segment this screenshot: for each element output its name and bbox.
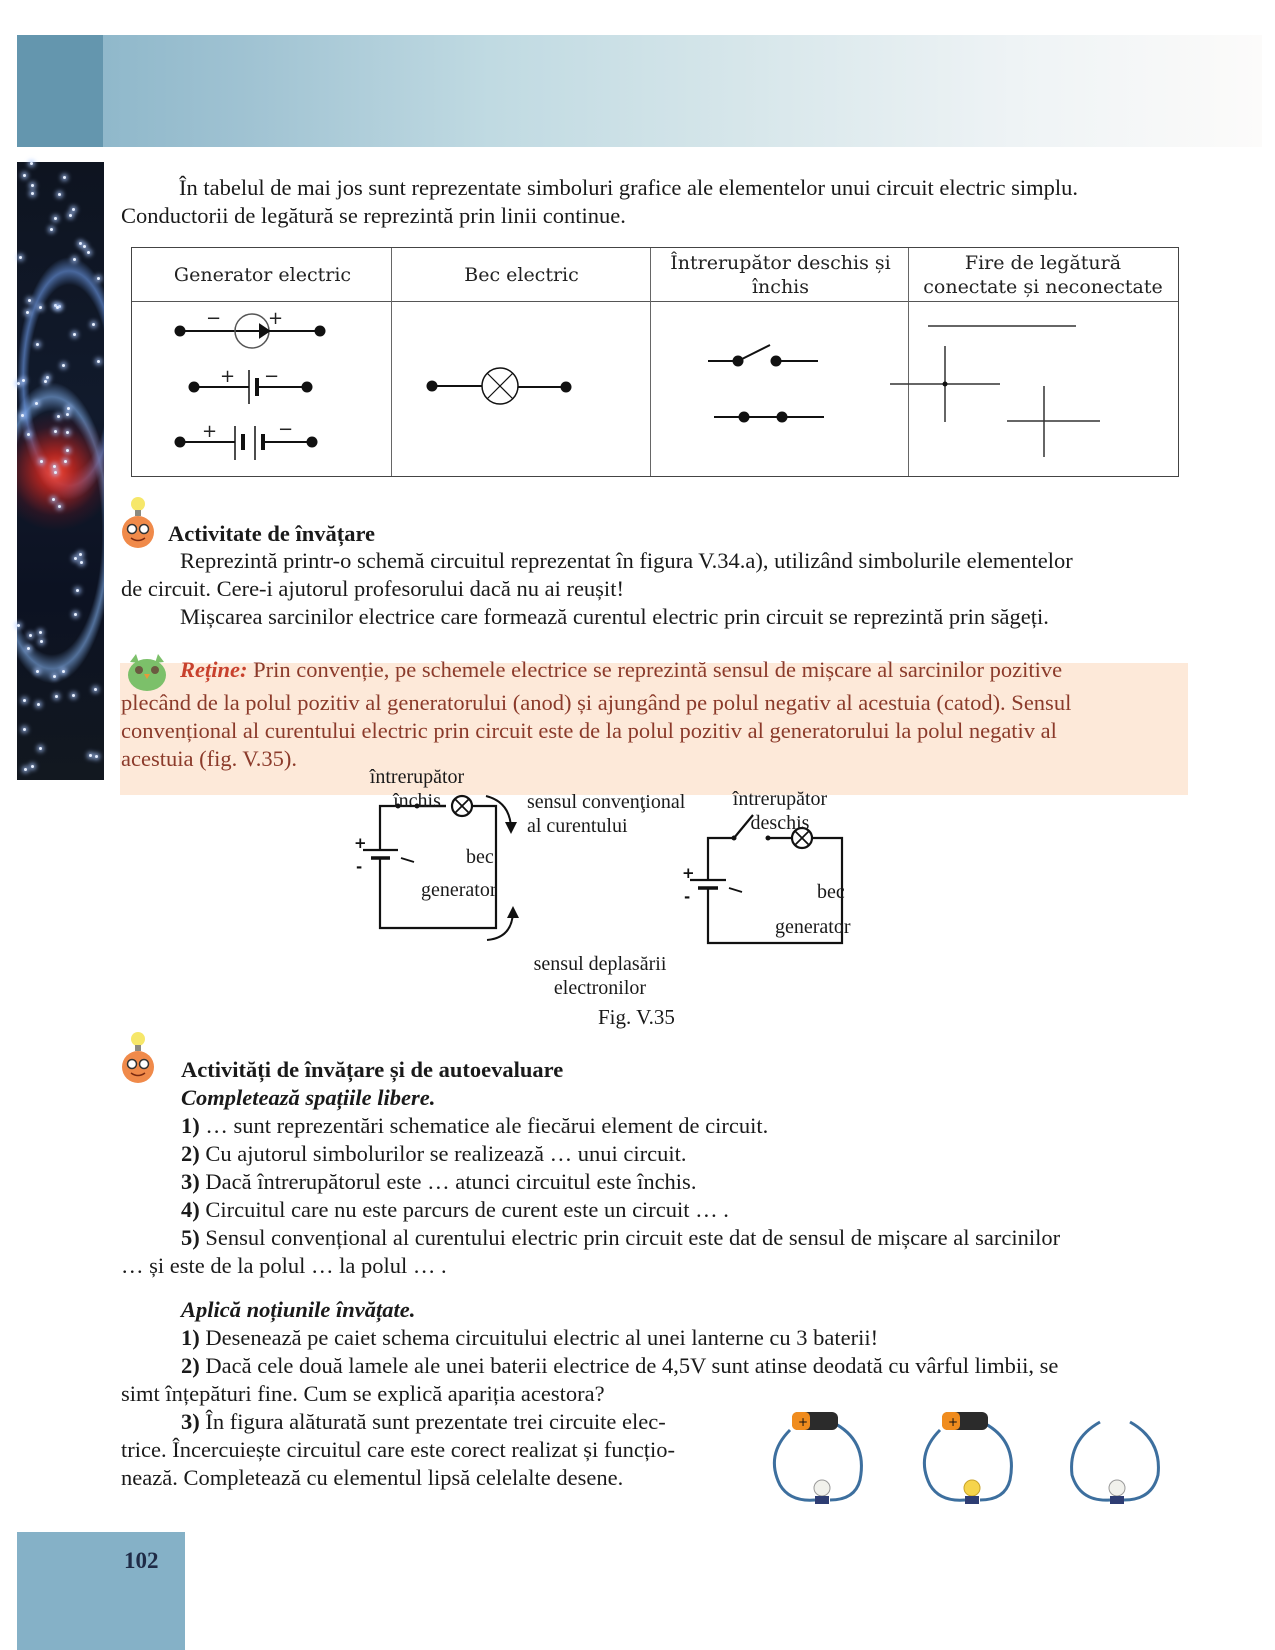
apply-item-3-line-2: trice. Încercuiește circuitul care este corect realizat și funcțio- <box>121 1437 676 1462</box>
table-header-switch: Întrerupător deschis și închis <box>670 251 891 298</box>
star-sparkle <box>92 323 95 326</box>
star-sparkle <box>37 703 40 706</box>
star-sparkle <box>95 755 98 758</box>
star-sparkle <box>89 754 92 757</box>
star-sparkle <box>26 311 29 314</box>
intro-line-2: Conductorii de legătură se reprezintă prin linii continue. <box>121 203 626 228</box>
star-sparkle <box>64 460 67 463</box>
star-sparkle <box>58 505 61 508</box>
star-sparkle <box>54 471 57 474</box>
circuit-illustration-3 <box>1072 1422 1159 1504</box>
svg-text:+: + <box>948 1415 959 1429</box>
star-sparkle <box>94 688 97 691</box>
star-sparkle <box>23 699 26 702</box>
star-sparkle <box>72 694 75 697</box>
circuit-illustration-1 <box>774 1412 861 1504</box>
fill-item-2: 2) Cu ajutorul simbolurilor se realizează … unui circuit. <box>181 1141 687 1166</box>
star-sparkle <box>97 277 100 280</box>
retine-label: Reține: <box>180 657 248 682</box>
header-tab <box>17 35 103 147</box>
star-sparkle <box>24 768 27 771</box>
star-sparkle <box>53 675 56 678</box>
battery1-minus-sign: − <box>264 366 280 387</box>
open-switch-symbol <box>708 345 818 361</box>
battery1-plus-sign: + <box>220 366 236 387</box>
star-sparkle <box>39 306 42 309</box>
bulb-symbol <box>432 368 566 404</box>
star-sparkle <box>17 624 20 627</box>
header-band <box>17 35 1262 147</box>
left-switch-label: întrerupător închis <box>369 766 465 812</box>
star-sparkle <box>58 193 61 196</box>
star-sparkle <box>30 162 33 165</box>
generator-minus-sign: − <box>206 308 222 329</box>
fill-item-5-continued: … și este de la polul … la polul … . <box>121 1253 447 1278</box>
star-sparkle <box>97 360 100 363</box>
star-sparkle <box>79 242 82 245</box>
star-sparkle <box>74 613 77 616</box>
generator-plus-sign: + <box>268 308 284 329</box>
star-sparkle <box>67 407 70 410</box>
star-sparkle <box>31 184 34 187</box>
star-sparkle <box>28 299 31 302</box>
star-sparkle <box>35 402 38 405</box>
star-sparkle <box>54 430 57 433</box>
right-plus-sign: + <box>682 864 695 882</box>
apply-item-1: 1) Desenează pe caiet schema circuitului electric al unei lanterne cu 3 baterii! <box>181 1325 879 1350</box>
fill-item-5: 5) Sensul convențional al curentului electric prin circuit este dat de sensul de mișcare al sarcinilor <box>181 1225 1061 1250</box>
activity1-para2: Mișcarea sarcinilor electrice care formează curentul electric prin circuit se reprezintă prin săgeți. <box>180 604 1049 629</box>
symbols-drawings <box>132 302 1178 476</box>
activity1-para1-line1: Reprezintă printr-o schemă circuitul reprezentat în figura V.34.a), utilizând simbolurile elementelor <box>180 548 1073 573</box>
page-number: 102 <box>124 1548 159 1573</box>
star-sparkle <box>66 413 69 416</box>
apply-item-3-line-3: nează. Completează cu elementul lipsă celelalte desene. <box>121 1465 624 1490</box>
circuit-illustration-2 <box>924 1412 1011 1504</box>
conventional-direction-label: sensul convenţional al curentului <box>527 791 686 837</box>
star-sparkle <box>39 747 42 750</box>
star-sparkle <box>80 561 83 564</box>
star-sparkle <box>44 380 47 383</box>
right-generator-label: generator <box>775 916 851 938</box>
table-header-bulb: Bec electric <box>464 263 579 286</box>
star-sparkle <box>73 333 76 336</box>
star-sparkle <box>21 414 24 417</box>
battery-single-cell-symbol <box>194 370 307 404</box>
left-bulb-label: bec <box>466 846 494 868</box>
left-minus-sign: - <box>356 858 363 876</box>
retine-line-3: convențional al curentului electric prin circuit este de la polul pozitiv al generatorului la polul negativ al <box>121 718 1057 743</box>
star-sparkle <box>39 631 42 634</box>
star-sparkle <box>76 589 79 592</box>
star-sparkle <box>55 695 58 698</box>
star-sparkle <box>27 433 30 436</box>
symbols-table <box>131 247 1179 477</box>
star-sparkle <box>50 228 53 231</box>
table-header-wires: Fire de legătură conectate și neconectate <box>923 251 1163 298</box>
activity2-title: Activități de învățare și de autoevaluare <box>181 1057 564 1082</box>
star-sparkle <box>36 343 39 346</box>
right-minus-sign: - <box>684 888 691 906</box>
electron-direction-label: sensul deplasării electronilor <box>533 953 667 999</box>
star-sparkle <box>31 192 34 195</box>
star-sparkle <box>31 765 34 768</box>
battery2-plus-sign: + <box>202 421 218 442</box>
star-sparkle <box>54 217 57 220</box>
star-sparkle <box>40 640 43 643</box>
apply-item-3: 3) În figura alăturată sunt prezentate trei circuite elec- <box>181 1409 666 1434</box>
star-sparkle <box>66 449 69 452</box>
star-sparkle <box>57 415 60 418</box>
star-sparkle <box>62 670 65 673</box>
star-sparkle <box>73 258 76 261</box>
star-sparkle <box>66 431 69 434</box>
star-sparkle <box>27 647 30 650</box>
battery2-minus-sign: − <box>278 419 294 440</box>
activity1-para1-line2: de circuit. Cere-i ajutorul profesorului dacă nu ai reușit! <box>121 576 624 601</box>
owl-mascot-icon <box>124 650 170 694</box>
fill-in-title: Completează spațiile libere. <box>181 1085 436 1110</box>
apply-item-2: 2) Dacă cele două lamele ale unei baterii electrice de 4,5V sunt atinse deodată cu vârful limbii, se <box>181 1353 1059 1378</box>
star-sparkle <box>79 553 82 556</box>
star-sparkle <box>19 256 22 259</box>
star-sparkle <box>56 306 59 309</box>
page-number-box <box>17 1532 185 1650</box>
retine-line-2: plecând de la polul pozitiv al generatorului (anod) și ajungând pe polul negativ al acestuia (catod). Sensul <box>121 690 1072 715</box>
intro-line-1: În tabelul de mai jos sunt reprezentate simboluri grafice ale elementelor unui circuit electric simplu. <box>179 175 1079 200</box>
left-generator-label: generator <box>421 879 497 901</box>
star-sparkle <box>17 382 20 385</box>
star-sparkle <box>36 670 39 673</box>
star-sparkle <box>23 174 26 177</box>
retine-line-4: acestuia (fig. V.35). <box>121 746 298 771</box>
table-header-generator: Generator electric <box>173 263 352 286</box>
right-switch-label: întrerupător deschis <box>732 788 828 834</box>
star-sparkle <box>40 460 43 463</box>
fill-item-1: 1) … sunt reprezentări schematice ale fiecărui element de circuit. <box>181 1113 769 1138</box>
left-plus-sign: + <box>354 834 367 852</box>
star-sparkle <box>29 634 32 637</box>
figure-caption: Fig. V.35 <box>598 1005 675 1029</box>
star-sparkle <box>62 364 65 367</box>
star-sparkle <box>63 176 66 179</box>
star-sparkle <box>83 245 86 248</box>
fill-item-4: 4) Circuitul care nu este parcurs de curent este un circuit … . <box>181 1197 729 1222</box>
wire-symbols <box>890 326 1100 457</box>
lightbulb-mascot-icon-2 <box>120 1030 156 1088</box>
star-sparkle <box>72 208 75 211</box>
svg-text:+: + <box>798 1415 809 1429</box>
star-sparkle <box>22 379 25 382</box>
generator-source-symbol <box>180 314 320 348</box>
three-circuits-illustration <box>760 1400 1180 1510</box>
star-sparkle <box>52 498 55 501</box>
star-sparkle <box>53 465 56 468</box>
right-bulb-label: bec <box>817 881 845 903</box>
apply-item-2-continued: simt înțepături fine. Cum se explică apariția acestora? <box>121 1381 605 1406</box>
activity1-title: Activitate de învățare <box>168 521 376 546</box>
star-sparkle <box>46 376 49 379</box>
apply-title: Aplică noțiunile învățate. <box>181 1297 416 1322</box>
star-sparkle <box>87 251 90 254</box>
star-sparkle <box>69 214 72 217</box>
fill-item-3: 3) Dacă întrerupătorul este … atunci circuitul este închis. <box>181 1169 697 1194</box>
retine-line-1: Reține: Prin convenție, pe schemele electrice se reprezintă sensul de mișcare al sarcinilor pozitive <box>180 657 1063 682</box>
atom-decorative-image <box>17 162 104 780</box>
star-sparkle <box>74 557 77 560</box>
lightbulb-mascot-icon <box>120 495 156 553</box>
star-sparkle <box>23 728 26 731</box>
